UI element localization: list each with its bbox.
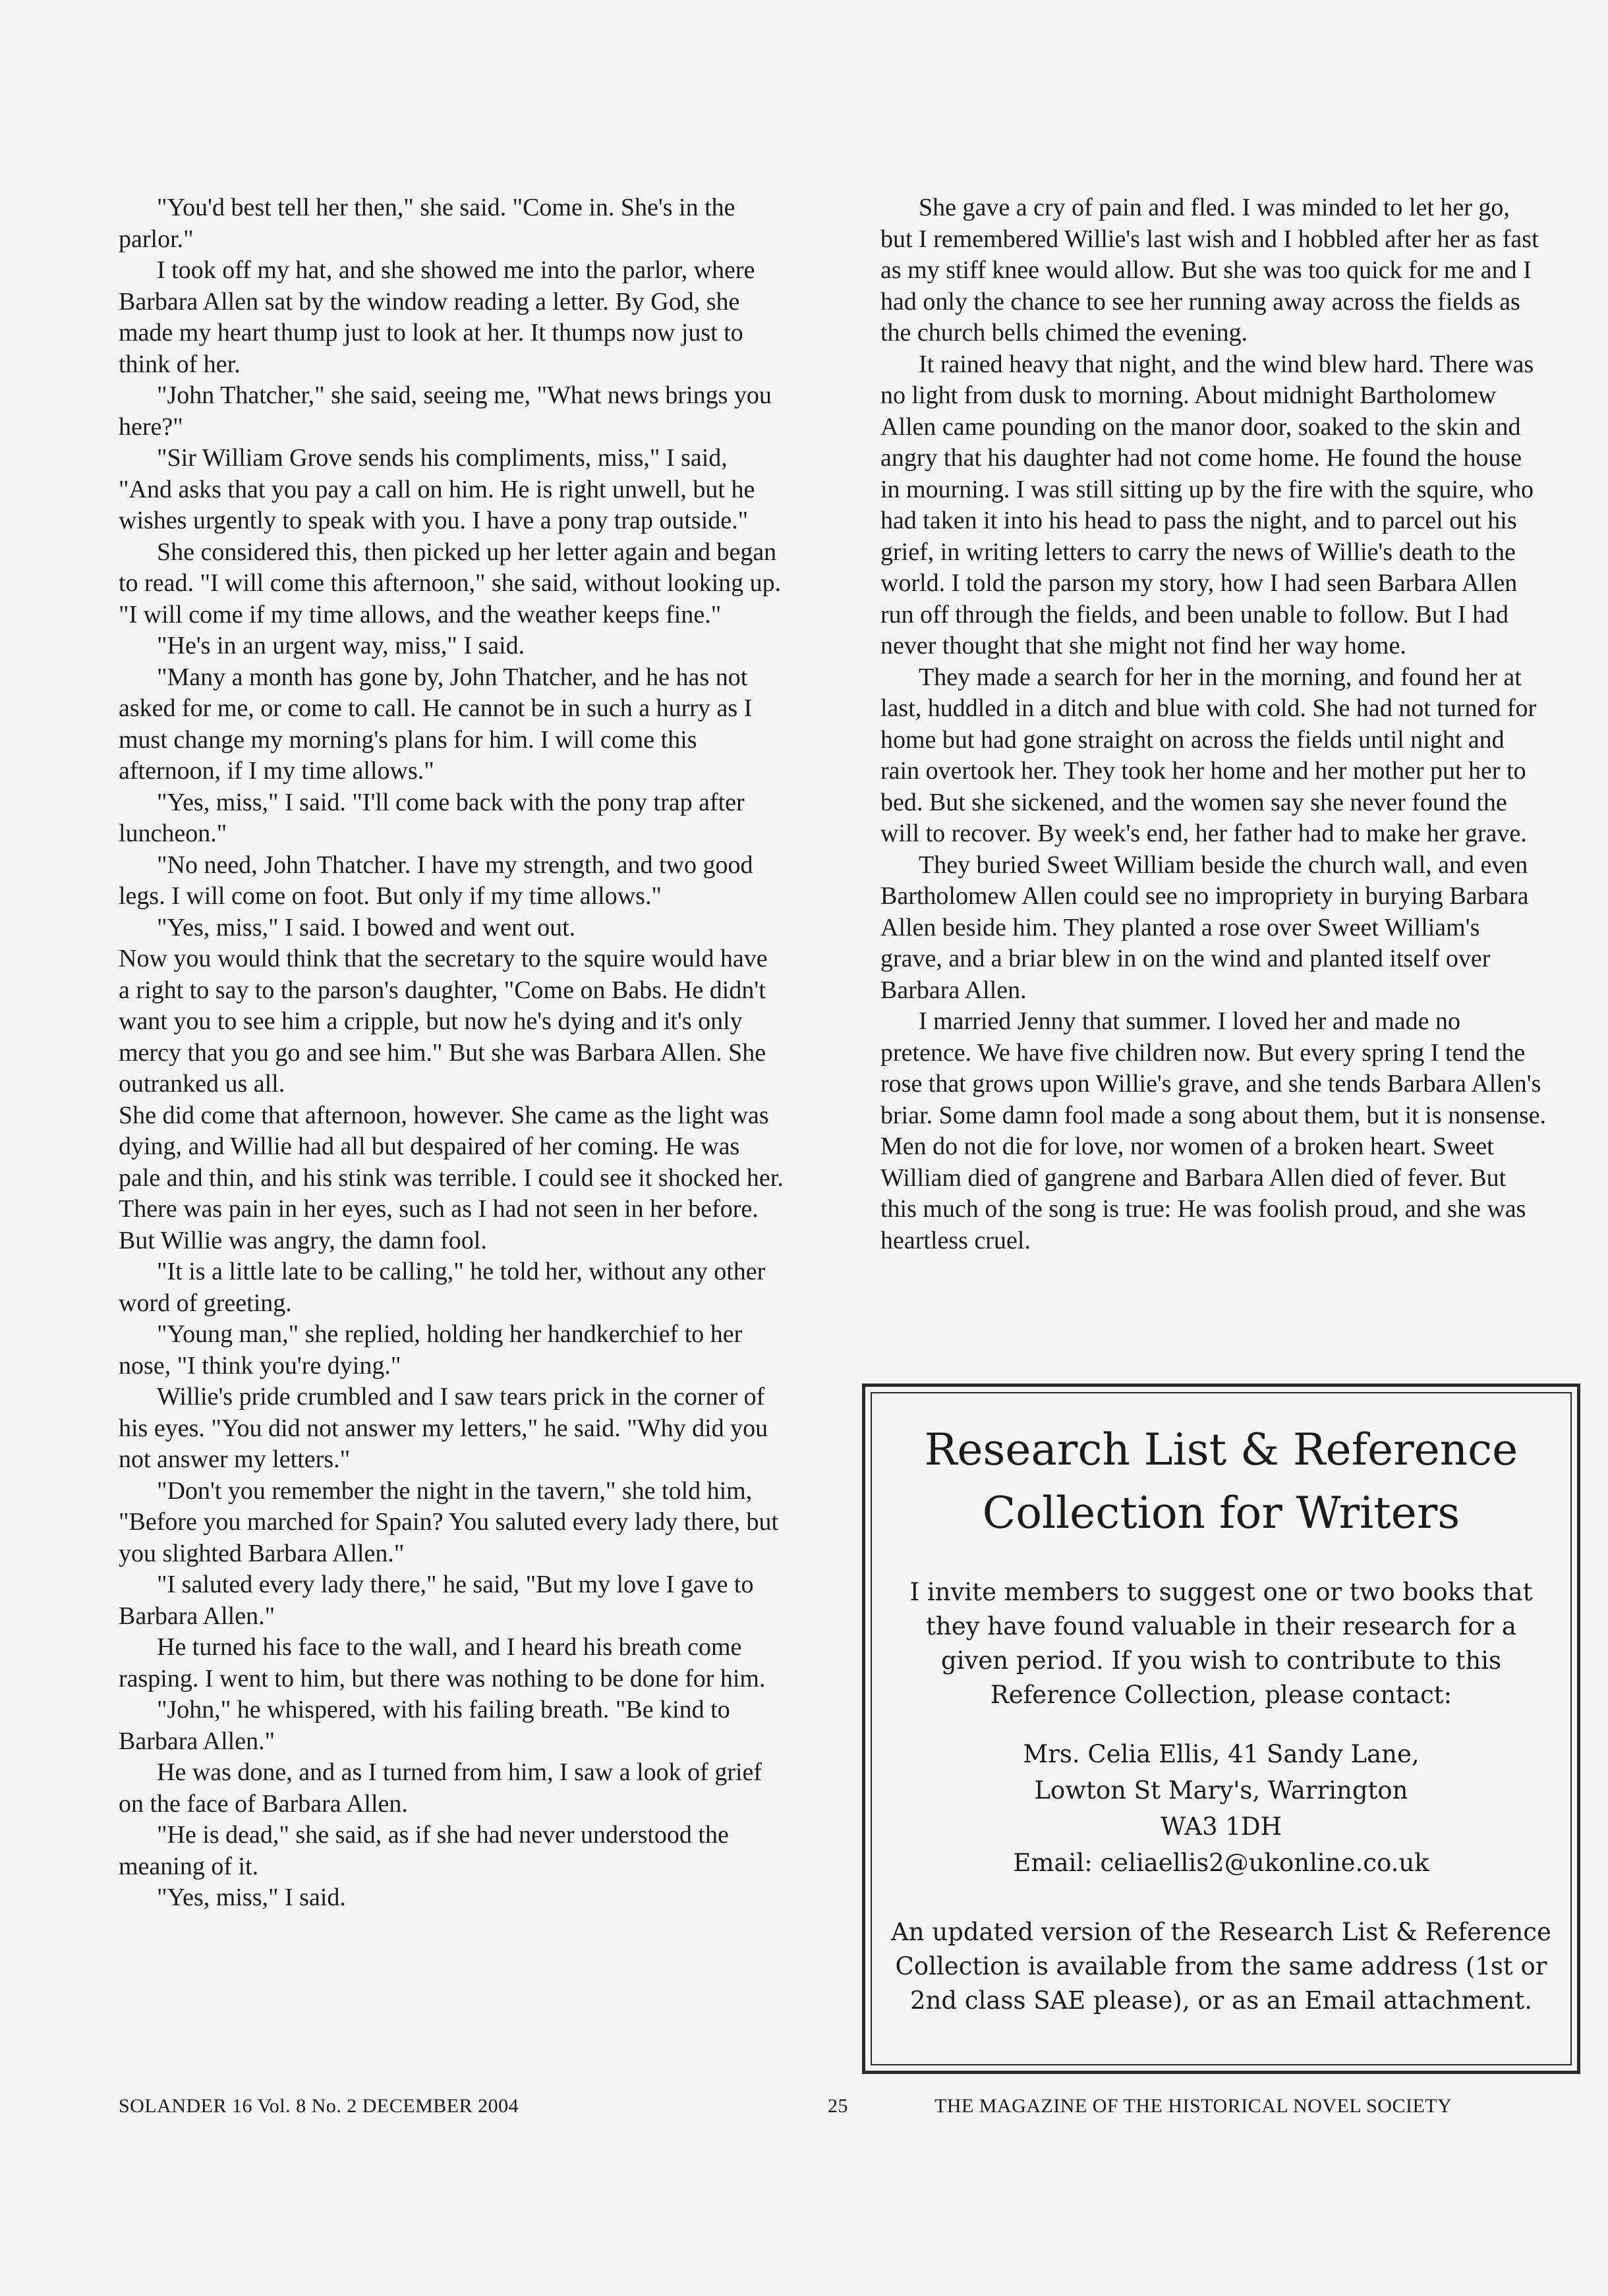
notice-footer: An updated version of the Research List & Reference Collection is available from the same address (1st or 2nd class SAE please), or as an Email attachment.	[891, 1918, 1551, 2015]
story-paragraph: She gave a cry of pain and fled. I was minded to let her go, but I remembered Willie's last wish and I hobbled after her as fast as my stiff knee would allow. But she was too quick for me and I had only the chance to see her running away across the fields as the church bells chimed the evening.	[880, 194, 1539, 347]
footer-page-number: 25	[828, 2095, 848, 2117]
story-paragraph: "You'd best tell her then," she said. "Come in. She's in the parlor."	[119, 194, 735, 253]
story-paragraph: He was done, and as I turned from him, I saw a look of grief on the face of Barbara Allen.	[119, 1758, 762, 1818]
story-paragraph: "John," he whispered, with his failing breath. "Be kind to Barbara Allen."	[119, 1696, 730, 1755]
story-paragraph: They made a search for her in the morning, and found her at last, huddled in a ditch and blue with cold. She had not turned for home but had gone straight on across the fields until night and rain overtook her. They took her home and her mother put her to bed. But she sickened, and the women say she never found the will to recover. By week's end, her father had to make her grave.	[880, 663, 1537, 847]
contact-postcode: WA3 1DH	[1161, 1812, 1282, 1841]
story-paragraph: "I saluted every lady there," he said, "But my love I gave to Barbara Allen."	[119, 1571, 754, 1630]
story-column-right	[880, 192, 1546, 1256]
story-paragraph: "Don't you remember the night in the tavern," she told him, "Before you marched for Spain? You saluted every lady there, but you slighted Barbara Allen."	[119, 1476, 779, 1567]
story-paragraph: I took off my hat, and she showed me into the parlor, where Barbara Allen sat by the window reading a letter. By God, she made my heart thump just to look at her. It thumps now just to think of her.	[119, 256, 755, 378]
footer-issue-info: SOLANDER 16 Vol. 8 No. 2 DECEMBER 2004	[119, 2095, 519, 2117]
story-paragraph: I married Jenny that summer. I loved her and made no pretence. We have five children now. But every spring I tend the rose that grows upon Willie's grave, and she tends Barbara Allen's briar. Some damn fool made a song about them, but it is nonsense. Men do not die for love, nor women of a broken heart. Sweet William died of gangrene and Barbara Allen died of fever. But this much of the song is true: He was foolish proud, and she was heartless cruel.	[880, 1007, 1547, 1254]
research-list-notice	[862, 1384, 1580, 2074]
contact-email[interactable]: Email: celiaellis2@ukonline.co.uk	[1013, 1849, 1429, 1877]
story-paragraph: Now you would think that the secretary to the squire would have a right to say to the parson's daughter, "Come on Babs. He didn't want you to see him a cripple, but now he's dying and it's only mercy that you go and see him." But she was Barbara Allen. She outranked us all.	[119, 945, 768, 1098]
story-paragraph: He turned his face to the wall, and I heard his breath come rasping. I went to him, but there was nothing to be done for him.	[119, 1633, 766, 1693]
notice-inner-border	[871, 1392, 1572, 2065]
notice-contact	[872, 1736, 1570, 1881]
notice-title-line-1: Research List & Reference	[924, 1424, 1518, 1475]
story-paragraph: She considered this, then picked up her letter again and began to read. "I will come this afternoon," she said, without looking up. "I will come if my time allows, and the weather keeps fine."	[119, 538, 782, 629]
notice-title	[872, 1393, 1570, 1545]
story-paragraph: "Yes, miss," I said. I bowed and went out.	[157, 913, 576, 941]
footer-magazine-name: THE MAGAZINE OF THE HISTORICAL NOVEL SOCIETY	[934, 2095, 1452, 2117]
story-paragraph: "Yes, miss," I said.	[157, 1884, 346, 1911]
story-paragraph: "He is dead," she said, as if she had never understood the meaning of it.	[119, 1821, 729, 1880]
story-paragraph: "Sir William Grove sends his compliments, miss," I said, "And asks that you pay a call on him. He is right unwell, but he wishes urgently to speak with you. I have a pony trap outside."	[119, 444, 755, 534]
story-paragraph: "No need, John Thatcher. I have my strength, and two good legs. I will come on foot. But only if my time allows."	[119, 851, 753, 910]
contact-name: Mrs. Celia Ellis, 41 Sandy Lane,	[1023, 1740, 1420, 1768]
story-paragraph: "John Thatcher," she said, seeing me, "What news brings you here?"	[119, 381, 772, 441]
story-paragraph: It rained heavy that night, and the wind blew hard. There was no light from dusk to morning. About midnight Bartholomew Allen came pounding on the manor door, soaked to the skin and angry that his daughter had not come home. He found the house in mourning. I was still sitting up by the fire with the squire, who had taken it into his head to pass the night, and to parcel out his grief, in writing letters to carry the news of Willie's death to the world. I told the parson my story, how I had seen Barbara Allen run off through the fields, and been unable to follow. But I had never thought that she might not find her way home.	[880, 350, 1534, 659]
story-paragraph: "It is a little late to be calling," he told her, without any other word of greeting.	[119, 1258, 766, 1317]
notice-intro: I invite members to suggest one or two books that they have found valuable in their research for a given period. If you wish to contribute to this Reference Collection, please contact:	[909, 1578, 1533, 1709]
contact-town: Lowton St Mary's, Warrington	[1034, 1776, 1408, 1805]
story-paragraph: Willie's pride crumbled and I saw tears prick in the corner of his eyes. "You did not answer my letters," he said. "Why did you not answer my letters."	[119, 1383, 768, 1473]
story-paragraph: "Young man," she replied, holding her handkerchief to her nose, "I think you're dying."	[119, 1320, 743, 1380]
story-paragraph: "Many a month has gone by, John Thatcher, and he has not asked for me, or come to call. He cannot be in such a hurry as I must change my morning's plans for him. I will come this afternoon, if I my time allows."	[119, 663, 753, 785]
story-column-left	[119, 192, 784, 1914]
notice-title-line-2: Collection for Writers	[982, 1488, 1460, 1538]
story-paragraph: "He's in an urgent way, miss," I said.	[157, 632, 525, 659]
story-paragraph: She did come that afternoon, however. She came as the light was dying, and Willie had all but despaired of her coming. He was pale and thin, and his stink was terrible. I could see it shocked her. There was pain in her eyes, such as I had not seen in her before. But Willie was angry, the damn fool.	[119, 1101, 784, 1254]
story-paragraph: They buried Sweet William beside the church wall, and even Bartholomew Allen could see no impropriety in burying Barbara Allen beside him. They planted a rose over Sweet William's grave, and a briar blew in on the wind and planted itself over Barbara Allen.	[880, 851, 1529, 1004]
story-paragraph: "Yes, miss," I said. "I'll come back with the pony trap after luncheon."	[119, 788, 745, 847]
